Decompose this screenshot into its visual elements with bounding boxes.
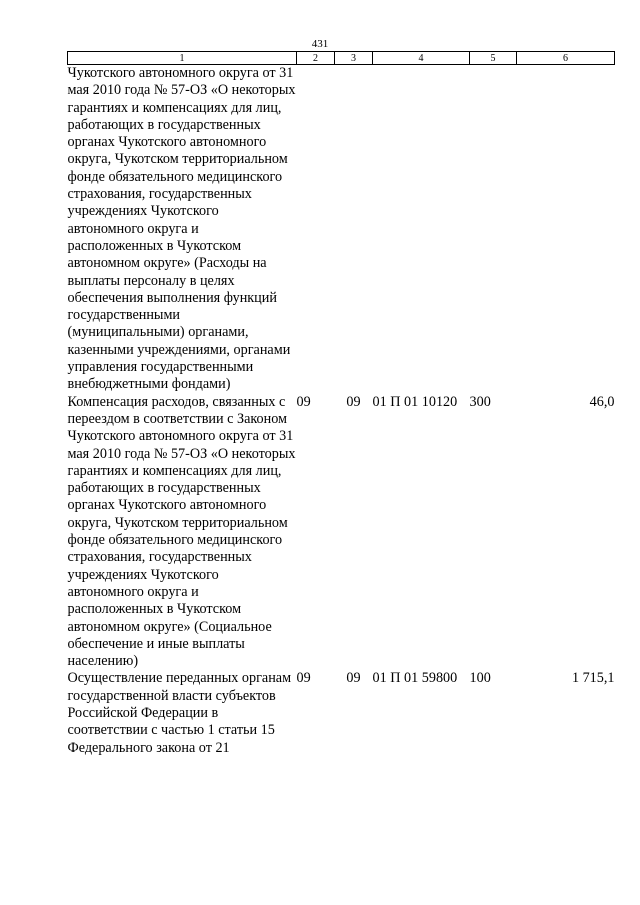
budget-table: [67, 51, 615, 757]
row-subsection-code: 09: [346, 393, 361, 410]
row-subsection-code: [335, 65, 373, 394]
row-section-code: 09: [296, 670, 311, 687]
row-target-article: 01 П 01 59800: [372, 670, 458, 687]
row-name: Чукотского автономного округа от 31 мая 2010 года № 57-ОЗ «О некоторых гарантиях и компенсациях для лиц, работающих в государственных органах Чукотского автономного округа, Чукотском территориальном фонде обязательного медицинского страхования, государственных учреждениях Чукотского автономного округа и расположенных в Чукотском автономном округе» (Расходы на выплаты персоналу в целях обеспечения выполнения функций государственными (муниципальными) органами, казенными учреждениями, органами управления государственными внебюджетными фондами): [67, 65, 296, 393]
column-header-4: 4: [373, 52, 470, 65]
row-expense-type: [470, 65, 517, 394]
row-section-code: [297, 65, 335, 394]
row-section-code: 09: [296, 393, 311, 410]
row-name: Компенсация расходов, связанных с переездом в соответствии с Законом Чукотского автономного округа от 31 мая 2010 года № 57-ОЗ «О некоторых гарантиях и компенсациях для лиц, работающих в государственных органах Чукотского автономного округа, Чукотском территориальном фонде обязательного медицинского страхования, государственных учреждениях Чукотского автономного округа и расположенных в Чукотском автономном округе» (Социальное обеспечение и иные выплаты населению): [67, 393, 296, 670]
table-row: [68, 670, 615, 756]
row-amount: [517, 65, 615, 394]
row-name: Осуществление переданных органам государственной власти субъектов Российской Федерации в соответствии с частью 1 статьи 15 Федерального закона от 21: [67, 670, 292, 756]
column-header-1: 1: [68, 52, 297, 65]
column-header-2: 2: [297, 52, 335, 65]
row-target-article: 01 П 01 10120: [372, 393, 458, 410]
row-expense-type: 100: [469, 670, 491, 687]
row-amount: 1 715,1: [571, 670, 615, 687]
column-header-5: 5: [470, 52, 517, 65]
row-expense-type: 300: [469, 393, 491, 410]
page-number: 431: [311, 38, 329, 50]
row-amount: 46,0: [589, 393, 615, 410]
column-header-3: 3: [335, 52, 373, 65]
row-target-article: [373, 65, 470, 394]
table-row: [68, 65, 615, 394]
column-header-6: 6: [517, 52, 615, 65]
table-row: [68, 394, 615, 671]
row-subsection-code: 09: [346, 670, 361, 687]
column-number-row: [68, 52, 615, 65]
